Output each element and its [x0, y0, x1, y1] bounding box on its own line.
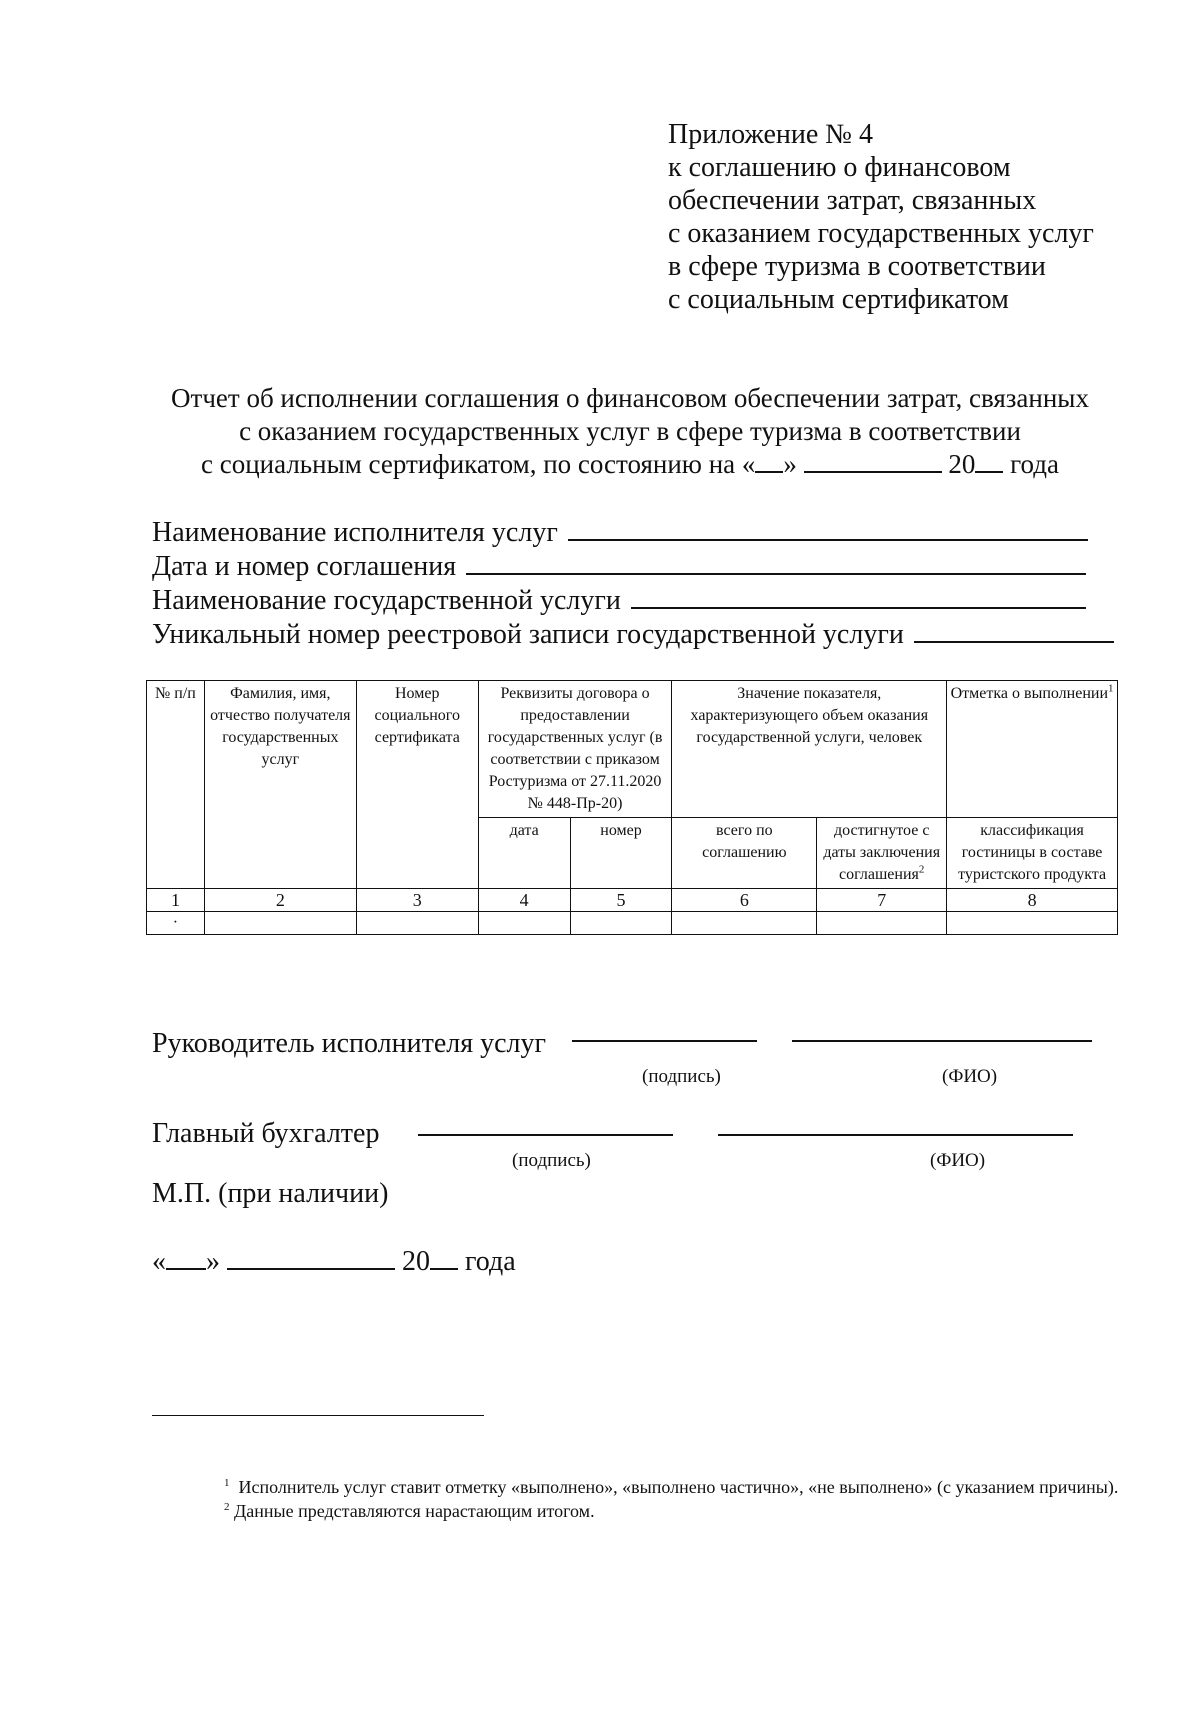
footnote-1: $^1$ Исполнитель услуг ставит отметку «выполнено», «выполнено частично», «не выполнено» (с указанием причины).: [224, 1477, 1119, 1497]
empty-cell[interactable]: [672, 912, 817, 935]
appendix-line: в сфере туризма в соответствии: [668, 251, 1046, 282]
accountant-fio-line[interactable]: [718, 1134, 1073, 1136]
title-line-2: с оказанием государственных услуг в сфере туризма в соответствии: [239, 416, 1021, 446]
accountant-signature-line[interactable]: [418, 1134, 673, 1136]
col-number: 5: [570, 889, 672, 912]
registry-line[interactable]: [914, 617, 1114, 643]
head-label: Руководитель исполнителя услуг: [152, 1028, 546, 1059]
footnote-divider: [152, 1415, 484, 1416]
sign-day-blank[interactable]: [166, 1246, 206, 1270]
accountant-fio-caption: (ФИО): [930, 1150, 986, 1171]
subheader-date: дата: [478, 818, 570, 889]
empty-cell[interactable]: [947, 912, 1118, 935]
field-registry: Уникальный номер реестровой записи государственной услуги: [152, 617, 1132, 651]
appendix-line: Приложение № 4: [668, 119, 873, 150]
field-service: Наименование государственной услуги: [152, 583, 1132, 617]
accountant-label: Главный бухгалтер: [152, 1118, 380, 1149]
report-table: [146, 680, 1118, 935]
col-number: 1: [147, 889, 205, 912]
head-fio-caption: (ФИО): [942, 1066, 998, 1087]
year-blank[interactable]: [975, 449, 1003, 473]
head-signature-line[interactable]: [572, 1040, 757, 1042]
sign-year-blank[interactable]: [430, 1246, 458, 1270]
empty-cell[interactable]: [817, 912, 947, 935]
title-line-1: Отчет об исполнении соглашения о финансовом обеспечении затрат, связанных: [171, 383, 1089, 413]
empty-cell[interactable]: [204, 912, 356, 935]
appendix-line: с оказанием государственных услуг: [668, 218, 1094, 249]
report-fields: [152, 515, 1132, 651]
report-title: [130, 382, 1130, 481]
col-number: 8: [947, 889, 1118, 912]
header-num: № п/п: [147, 681, 205, 889]
empty-cell[interactable]: ·: [147, 912, 205, 935]
column-numbers-row: [147, 889, 1118, 912]
contractor-line[interactable]: [568, 515, 1088, 541]
agreement-line[interactable]: [466, 549, 1086, 575]
appendix-header: [668, 118, 1094, 316]
field-agreement: Дата и номер соглашения: [152, 549, 1132, 583]
field-contractor: Наименование исполнителя услуг: [152, 515, 1132, 549]
service-line[interactable]: [631, 583, 1086, 609]
empty-cell[interactable]: [570, 912, 672, 935]
empty-cell[interactable]: [356, 912, 478, 935]
header-contract: Реквизиты договора о предоставлении государственных услуг (в соответствии с приказом Ростуризма от 27.11.2020 № 448-Пр-20): [478, 681, 672, 818]
title-line-3: с социальным сертификатом, по состоянию на « » 20 года: [201, 449, 1059, 479]
sign-month-blank[interactable]: [227, 1246, 395, 1270]
stamp-label: М.П. (при наличии): [152, 1178, 389, 1209]
appendix-line: к соглашению о финансовом: [668, 152, 1011, 183]
month-blank[interactable]: [804, 449, 942, 473]
appendix-line: с социальным сертификатом: [668, 284, 1009, 315]
subheader-number: номер: [570, 818, 672, 889]
table-row: [147, 912, 1118, 935]
accountant-signature-caption: (подпись): [512, 1150, 591, 1171]
head-signature-caption: (подпись): [642, 1066, 721, 1087]
empty-cell[interactable]: [478, 912, 570, 935]
signature-date: « » 20 года: [152, 1246, 516, 1277]
col-number: 4: [478, 889, 570, 912]
subheader-hotel-class: классификация гостиницы в составе туристского продукта: [947, 818, 1118, 889]
col-number: 3: [356, 889, 478, 912]
appendix-line: обеспечении затрат, связанных: [668, 185, 1037, 216]
head-fio-line[interactable]: [792, 1040, 1092, 1042]
day-blank[interactable]: [755, 449, 783, 473]
header-certificate: Номер социального сертификата: [356, 681, 478, 889]
footnote-2: $^2$ Данные представляются нарастающим итогом.: [224, 1501, 595, 1521]
col-number: 2: [204, 889, 356, 912]
header-indicator: Значение показателя, характеризующего объем оказания государственной услуги, человек: [672, 681, 947, 818]
subheader-total: всего по соглашению: [672, 818, 817, 889]
footnotes: [152, 1475, 1132, 1523]
subheader-achieved: достигнутое с даты заключения соглашения$^2$: [817, 818, 947, 889]
header-mark: Отметка о выполнении$^1$: [947, 681, 1118, 818]
col-number: 7: [817, 889, 947, 912]
header-recipient: Фамилия, имя, отчество получателя государственных услуг: [204, 681, 356, 889]
col-number: 6: [672, 889, 817, 912]
